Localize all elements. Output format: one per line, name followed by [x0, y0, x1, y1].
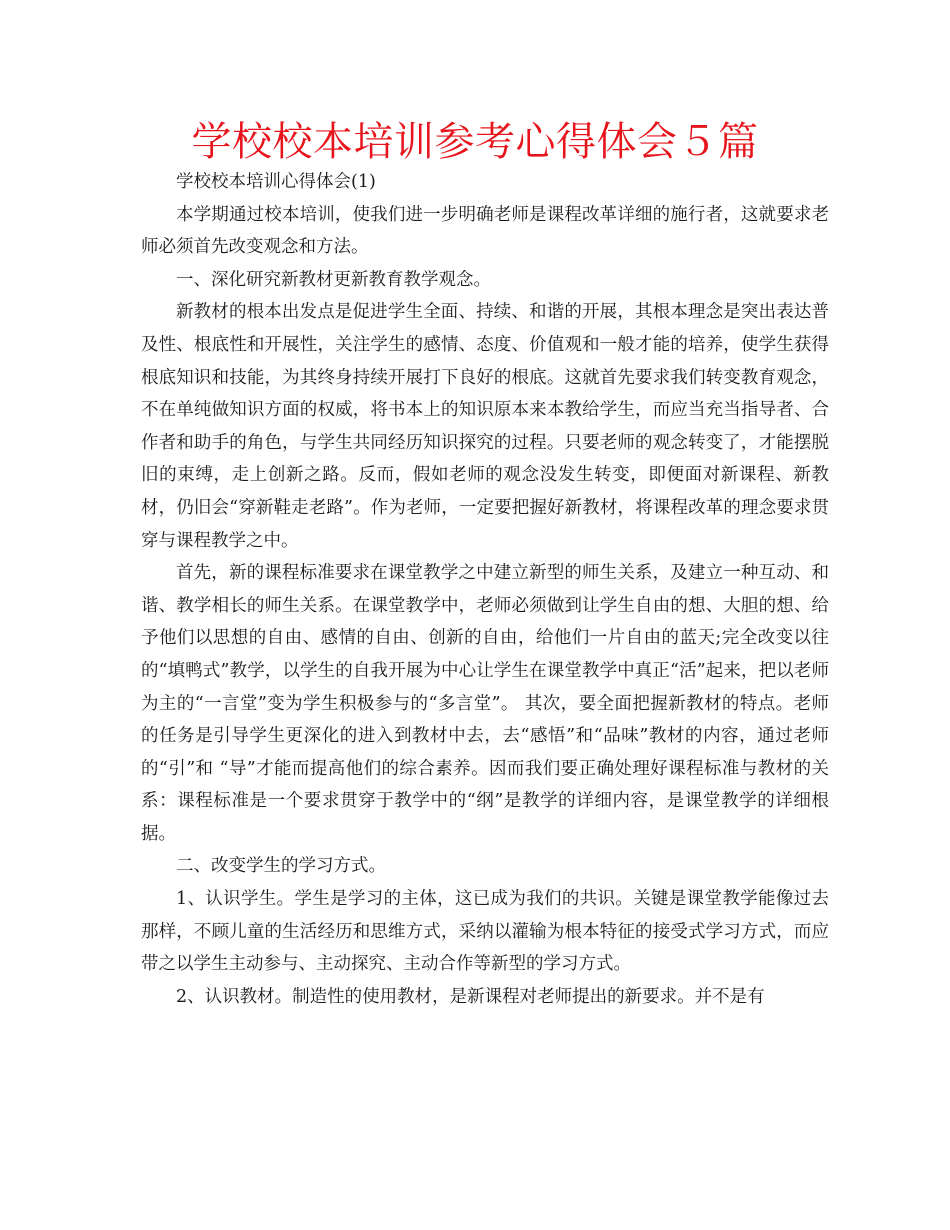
paragraph: 1、认识学生。学生是学习的主体，这已成为我们的共识。关键是课堂教学能像过去那样，不顾儿童的生活经历和思维方式，采纳以灌输为根本特征的接受式学习方式，而应带之以学生主动参与、主动探究、主动合作等新型的学习方式。: [141, 889, 829, 975]
subheading: 二、改变学生的学习方式。: [176, 856, 386, 877]
paragraph: 新教材的根本出发点是促进学生全面、持续、和谐的开展，其根本理念是突出表达普及性、根底性和开展性，关注学生的感情、态度、价值观和一般才能的培养，使学生获得根底知识和技能，为其终身持续开展打下良好的根底。这就首先要求我们转变教育观念，不在单纯做知识方面的权威，将书本上的知识原本来本教给学生，而应当充当指导者、合作者和助手的角色，与学生共同经历知识探究的过程。只要老师的观念转变了，才能摆脱旧的束缚，走上创新之路。反而，假如老师的观念没发生转变，即便面对新课程、新教材，仍旧会“穿新鞋走老路”。作为老师，一定要把握好新教材，将课程改革的理念要求贯穿与课程教学之中。: [141, 302, 829, 551]
subheading: 一、深化研究新教材更新教育教学观念。: [176, 269, 491, 290]
paragraph: 本学期通过校本培训，使我们进一步明确老师是课程改革详细的施行者，这就要求老师必须首先改变观念和方法。: [141, 204, 829, 258]
paragraph: 首先，新的课程标准要求在课堂教学之中建立新型的师生关系，及建立一种互动、和谐、教学相长的师生关系。在课堂教学中，老师必须做到让学生自由的想、大胆的想、给予他们以思想的自由、感情的自由、创新的自由，给他们一片自由的蓝天;完全改变以往的“填鸭式”教学，以学生的自我开展为中心让学生在课堂教学中真正“活”起来，把以老师为主的“一言堂”变为学生积极参与的“多言堂”。 其次，要全面把握新教材的特点。老师的任务是引导学生更深化的进入到教材中去，去“感悟”和“品味”教材的内容，通过老师的“引”和 “导”才能而提高他们的综合素养。因而我们要正确处理好课程标准与教材的关系：课程标准是一个要求贯穿于教学中的“纲”是教学的详细内容，是课堂教学的详细根据。: [141, 563, 829, 844]
paragraph: 2、认识教材。制造性的使用教材，是新课程对老师提出的新要求。并不是有: [176, 986, 765, 1007]
document-body: [141, 166, 829, 1013]
section-heading: 学校校本培训心得体会(1): [176, 172, 376, 192]
document-title: 学校校本培训参考心得体会５篇: [191, 119, 759, 165]
